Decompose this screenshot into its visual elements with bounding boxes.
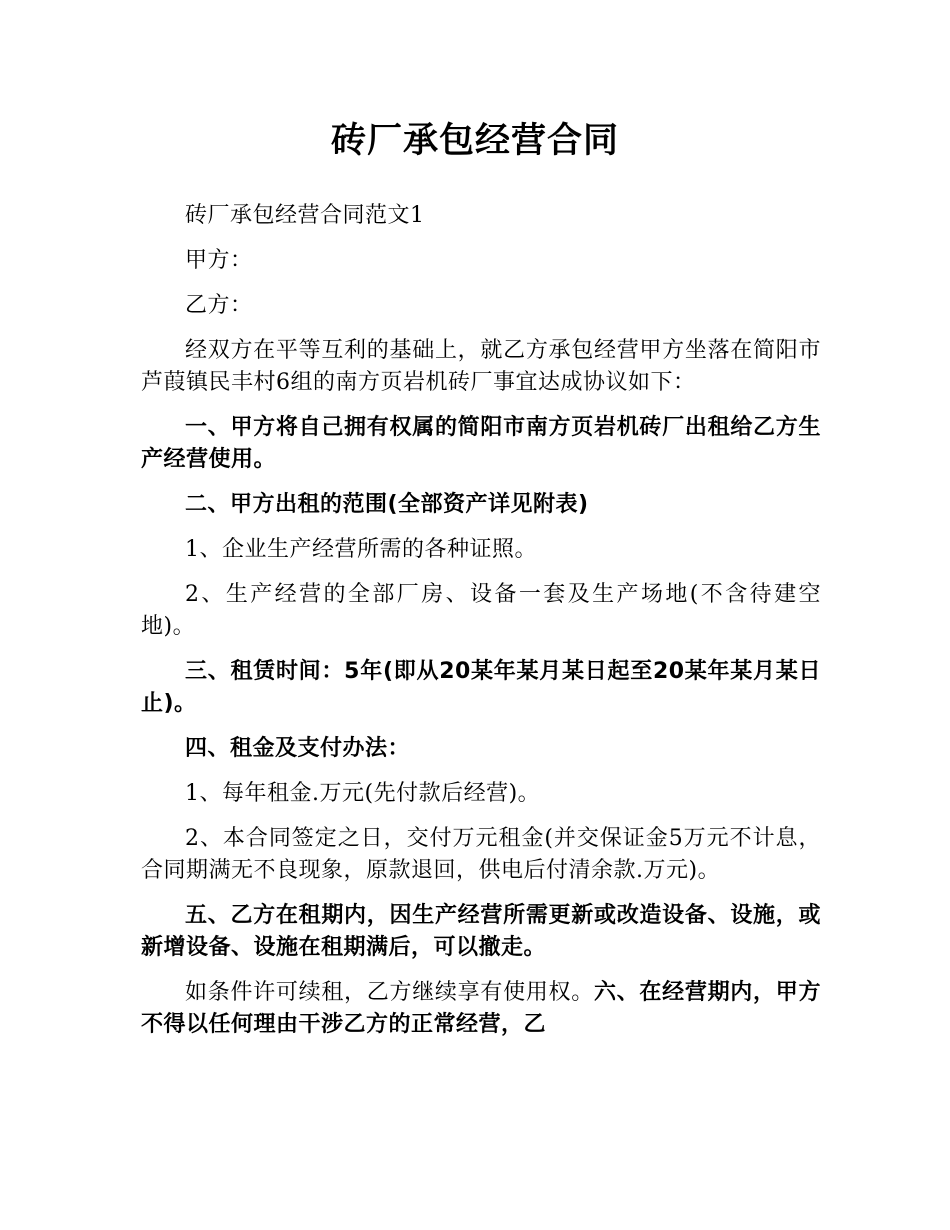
clause-4-heading: 四、租金及支付办法： (185, 736, 411, 761)
party-b-line: 乙方： (185, 293, 253, 318)
document-body (141, 200, 821, 1054)
party-a-line: 甲方： (185, 248, 253, 273)
renewal-paragraph (141, 977, 821, 1041)
clause-5-paragraph: 五、乙方在租期内，因生产经营所需更新或改造设备、设施，或新增设备、设施在租期满后，可以撤走。 (141, 903, 821, 960)
clause-2-heading: 二、甲方出租的范围(全部资产详见附表) (185, 492, 589, 517)
clause-6-partial-text: 六、在经营期内，甲方不得以任何理由干涉乙方的正常经营，乙 (141, 980, 821, 1037)
clause-2-item-2: 2、生产经营的全部厂房、设备一套及生产场地(不含待建空地)。 (141, 582, 821, 639)
clause-4-item-1: 1、每年租金.万元(先付款后经营)。 (185, 781, 541, 806)
subtitle-paragraph: 砖厂承包经营合同范文1 (185, 203, 425, 228)
clause-2-item-1: 1、企业生产经营所需的各种证照。 (185, 537, 537, 562)
clause-4-item-2: 2、本合同签定之日，交付万元租金(并交保证金5万元不计息，合同期满无不良现象，原款退回，供电后付清余款.万元)。 (141, 826, 821, 883)
clause-1-paragraph: 一、甲方将自己拥有权属的简阳市南方页岩机砖厂出租给乙方生产经营使用。 (141, 415, 821, 472)
document-title: 砖厂承包经营合同 (330, 121, 619, 161)
clause-3-paragraph: 三、租赁时间：5年(即从20某年某月某日起至20某年某月某日止)。 (141, 659, 821, 716)
intro-paragraph: 经双方在平等互利的基础上，就乙方承包经营甲方坐落在简阳市芦葭镇民丰村6组的南方页岩机砖厂事宜达成协议如下： (141, 338, 821, 395)
renewal-text: 如条件许可续租，乙方继续享有使用权。 (185, 980, 594, 1005)
